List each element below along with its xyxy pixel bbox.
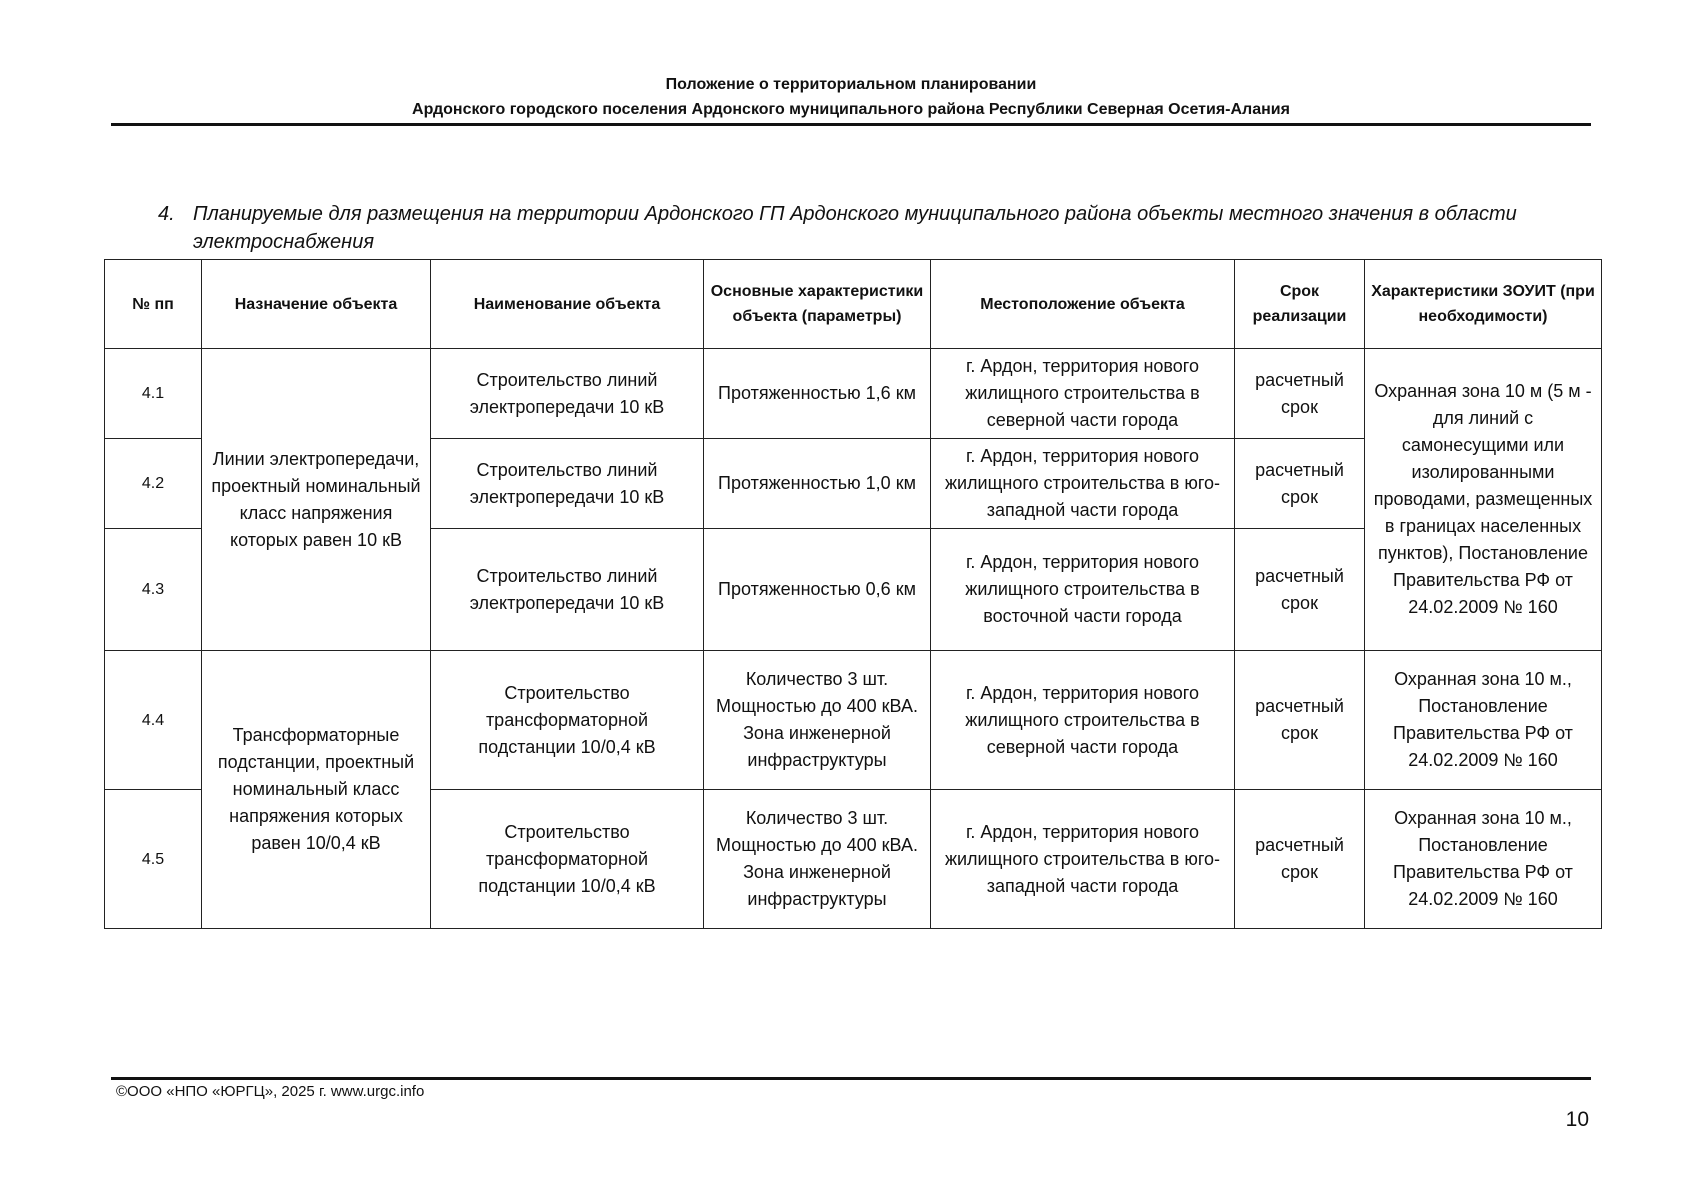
row-number: 4.4 xyxy=(105,651,202,790)
term-cell: расчетный срок xyxy=(1235,790,1365,929)
params-cell: Протяженностью 1,0 км xyxy=(704,439,931,529)
params-cell: Количество 3 шт. Мощностью до 400 кВА. Зона инженерной инфраструктуры xyxy=(704,651,931,790)
object-name-cell: Строительство линий электропередачи 10 кВ xyxy=(431,439,704,529)
column-header-term: Срок реализации xyxy=(1235,260,1365,349)
row-number: 4.1 xyxy=(105,349,202,439)
row-number: 4.2 xyxy=(105,439,202,529)
section-title: Планируемые для размещения на территории Ардонского ГП Ардонского муниципального района объекты местного значения в области электроснабжения xyxy=(193,203,1517,253)
term-cell: расчетный срок xyxy=(1235,529,1365,651)
term-cell: расчетный срок xyxy=(1235,651,1365,790)
column-header-num: № пп xyxy=(105,260,202,349)
table-header-row xyxy=(105,260,1602,349)
location-cell: г. Ардон, территория нового жилищного строительства в северной части города xyxy=(931,651,1235,790)
object-name-cell: Строительство трансформаторной подстанции 10/0,4 кВ xyxy=(431,651,704,790)
header-title: Положение о территориальном планировании xyxy=(665,76,1037,93)
header-divider xyxy=(111,123,1591,126)
column-header-zouit: Характеристики ЗОУИТ (при необходимости) xyxy=(1365,260,1602,349)
zouit-cell: Охранная зона 10 м (5 м - для линий с самонесущими или изолированными проводами, размещенных в границах населенных пунктов), Постановление Правительства РФ от 24.02.2009 № 160 xyxy=(1365,349,1602,651)
purpose-cell: Трансформаторные подстанции, проектный номинальный класс напряжения которых равен 10/0,4 кВ xyxy=(202,651,431,929)
column-header-purpose: Назначение объекта xyxy=(202,260,431,349)
row-number: 4.5 xyxy=(105,790,202,929)
section-heading xyxy=(158,200,1598,256)
footer-copyright: ©ООО «НПО «ЮРГЦ», 2025 г. www.urgc.info xyxy=(116,1083,425,1100)
column-header-location: Местоположение объекта xyxy=(931,260,1235,349)
zouit-cell: Охранная зона 10 м., Постановление Правительства РФ от 24.02.2009 № 160 xyxy=(1365,651,1602,790)
column-header-name: Наименование объекта xyxy=(431,260,704,349)
purpose-cell: Линии электропередачи, проектный номинальный класс напряжения которых равен 10 кВ xyxy=(202,349,431,651)
zouit-cell: Охранная зона 10 м., Постановление Правительства РФ от 24.02.2009 № 160 xyxy=(1365,790,1602,929)
location-cell: г. Ардон, территория нового жилищного строительства в юго-западной части города xyxy=(931,790,1235,929)
objects-table xyxy=(104,259,1602,929)
section-number: 4. xyxy=(158,203,175,225)
params-cell: Протяженностью 0,6 км xyxy=(704,529,931,651)
term-cell: расчетный срок xyxy=(1235,439,1365,529)
page-header xyxy=(111,72,1591,122)
table-row xyxy=(105,349,1602,439)
location-cell: г. Ардон, территория нового жилищного строительства в северной части города xyxy=(931,349,1235,439)
column-header-params: Основные характеристики объекта (параметры) xyxy=(704,260,931,349)
location-cell: г. Ардон, территория нового жилищного строительства в восточной части города xyxy=(931,529,1235,651)
object-name-cell: Строительство линий электропередачи 10 кВ xyxy=(431,349,704,439)
row-number: 4.3 xyxy=(105,529,202,651)
object-name-cell: Строительство трансформаторной подстанции 10/0,4 кВ xyxy=(431,790,704,929)
location-cell: г. Ардон, территория нового жилищного строительства в юго-западной части города xyxy=(931,439,1235,529)
object-name-cell: Строительство линий электропередачи 10 кВ xyxy=(431,529,704,651)
footer-divider xyxy=(111,1077,1591,1080)
table-row xyxy=(105,651,1602,790)
params-cell: Количество 3 шт. Мощностью до 400 кВА. Зона инженерной инфраструктуры xyxy=(704,790,931,929)
params-cell: Протяженностью 1,6 км xyxy=(704,349,931,439)
term-cell: расчетный срок xyxy=(1235,349,1365,439)
header-subtitle: Ардонского городского поселения Ардонского муниципального района Республики Северная Осетия-Алания xyxy=(412,101,1290,118)
page-number: 10 xyxy=(1565,1108,1589,1131)
